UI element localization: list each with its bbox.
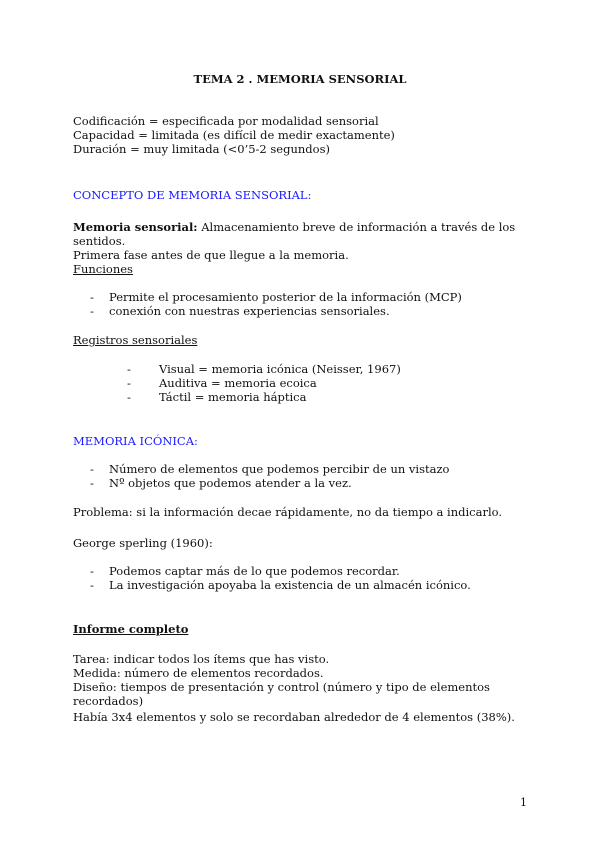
- list-item: - Auditiva = memoria ecoica: [73, 376, 543, 390]
- intro-line: Duración = muy limitada (<0’5-2 segundos): [73, 142, 330, 156]
- intro-line: Codificación = especificada por modalidad sensorial: [73, 114, 379, 128]
- list-item: - Nº objetos que podemos atender a la vez.: [73, 476, 543, 490]
- page-title: TEMA 2 . MEMORIA SENSORIAL: [193, 72, 407, 86]
- memoria-definition: [73, 220, 543, 262]
- funciones-list-wrap: [73, 290, 543, 318]
- iconica-list-wrap: [73, 462, 543, 490]
- funciones-list: [73, 290, 543, 318]
- list-item: - Táctil = memoria háptica: [73, 390, 543, 404]
- list-item: - La investigación apoyaba la existencia de un almacén icónico.: [73, 578, 543, 592]
- intro-line: Capacidad = limitada (es difícil de medir exactamente): [73, 128, 395, 142]
- sperling-list: [73, 564, 543, 592]
- page-number: 1: [520, 796, 527, 809]
- registros-list: [73, 362, 543, 404]
- registros-list-wrap: [73, 362, 543, 404]
- list-item: - Permite el procesamiento posterior de la información (MCP): [73, 290, 543, 304]
- sperling-text: George sperling (1960):: [73, 536, 213, 550]
- memoria-term: Memoria sensorial:: [73, 220, 198, 234]
- informe-line: Tarea: indicar todos los ítems que has visto.: [73, 652, 330, 666]
- list-item: - Podemos captar más de lo que podemos recordar.: [73, 564, 543, 578]
- memoria-def2: Primera fase antes de que llegue a la memoria.: [73, 248, 349, 262]
- iconica-heading: MEMORIA ICÓNICA:: [73, 434, 198, 448]
- sperling-list-wrap: [73, 564, 543, 592]
- memoria-def: Almacenamiento breve de información a través de los sentidos.: [73, 220, 516, 248]
- informe-heading: Informe completo: [73, 622, 189, 636]
- iconica-list: [73, 462, 543, 490]
- habia-text: Había 3x4 elementos y solo se recordaban alrededor de 4 elementos (38%).: [73, 710, 515, 724]
- concepto-heading: CONCEPTO DE MEMORIA SENSORIAL:: [73, 188, 312, 202]
- registros-heading: Registros sensoriales: [73, 333, 198, 347]
- problema-text: Problema: si la información decae rápidamente, no da tiempo a indicarlo.: [73, 505, 503, 519]
- intro-block: [73, 114, 543, 156]
- informe-block: [73, 652, 543, 708]
- informe-line: Diseño: tiempos de presentación y control (número y tipo de elementos recordados): [73, 680, 490, 708]
- informe-line: Medida: número de elementos recordados.: [73, 666, 324, 680]
- list-item: - Número de elementos que podemos percibir de un vistazo: [73, 462, 543, 476]
- list-item: - Visual = memoria icónica (Neisser, 1967): [73, 362, 543, 376]
- list-item: - conexión con nuestras experiencias sensoriales.: [73, 304, 543, 318]
- funciones-heading: Funciones: [73, 262, 133, 276]
